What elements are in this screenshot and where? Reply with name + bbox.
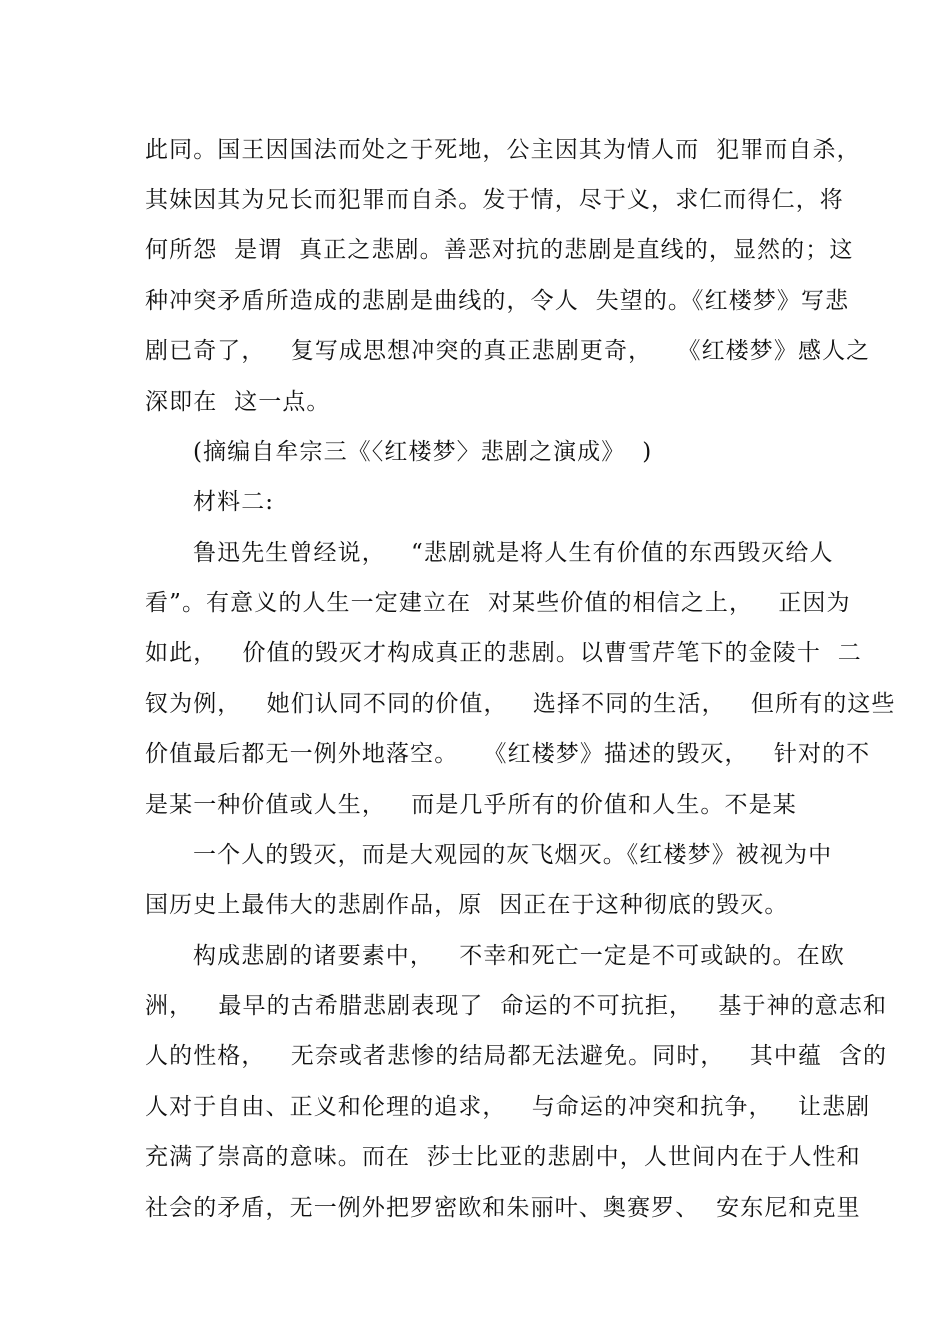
text-line: 其妹因其为兄长而犯罪而自杀。发于情，尽于义，求仁而得仁，将 xyxy=(145,187,844,213)
text-line: 是某一种价值或人生， 而是几乎所有的价值和人生。不是某 xyxy=(145,792,797,818)
text-line: 一个人的毁灭，而是大观园的灰飞烟灭。《红楼梦》被视为中 xyxy=(193,842,833,868)
text-line: 种冲突矛盾所造成的悲剧是曲线的，令人 失望的。《红楼梦》写悲 xyxy=(145,288,850,314)
text-line: 充满了崇高的意味。而在 莎士比亚的悲剧中，人世间内在于人性和 xyxy=(145,1144,861,1170)
text-line: 看”。有意义的人生一定建立在 对某些价值的相信之上， 正因为 xyxy=(145,590,851,616)
text-line: 深即在 这一点。 xyxy=(145,389,331,415)
text-line: 钗为例， 她们认同不同的价值， 选择不同的生活， 但所有的这些 xyxy=(145,691,896,717)
text-line: 剧已奇了， 复写成思想冲突的真正悲剧更奇， 《红楼梦》感人之 xyxy=(145,338,871,364)
text-line: 何所怨 是谓 真正之悲剧。善恶对抗的悲剧是直线的，显然的；这 xyxy=(145,237,854,263)
text-line: 构成悲剧的诸要素中， 不幸和死亡一定是不可或缺的。在欧 xyxy=(193,943,845,969)
text-line: 洲， 最早的古希腊悲剧表现了 命运的不可抗拒， 基于神的意志和 xyxy=(145,993,888,1019)
citation-line: (摘编自牟宗三《〈红楼梦〉悲剧之演成》 ) xyxy=(193,439,653,465)
text-line: 国历史上最伟大的悲剧作品，原 因正在于这种彻底的毁灭。 xyxy=(145,892,789,918)
text-line: 人的性格， 无奈或者悲惨的结局都无法避免。同时， 其中蕴 含的 xyxy=(145,1043,888,1069)
text-line: 人对于自由、正义和伦理的追求， 与命运的冲突和抗争， 让悲剧 xyxy=(145,1094,871,1120)
text-line: 鲁迅先生曾经说， “悲剧就是将人生有价值的东西毁灭给人 xyxy=(193,540,834,566)
text-line: 如此， 价值的毁灭才构成真正的悲剧。以曹雪芹笔下的金陵十 二 xyxy=(145,640,862,666)
text-line: 此同。国王因国法而处之于死地，公主因其为情人而 犯罪而自杀， xyxy=(145,137,861,163)
section-heading: 材料二: xyxy=(193,489,275,515)
text-line: 社会的矛盾，无一例外把罗密欧和朱丽叶、奥赛罗、 安东尼和克里 xyxy=(145,1195,861,1221)
text-line: 价值最后都无一例外地落空。 《红楼梦》描述的毁灭， 针对的不 xyxy=(145,741,871,767)
